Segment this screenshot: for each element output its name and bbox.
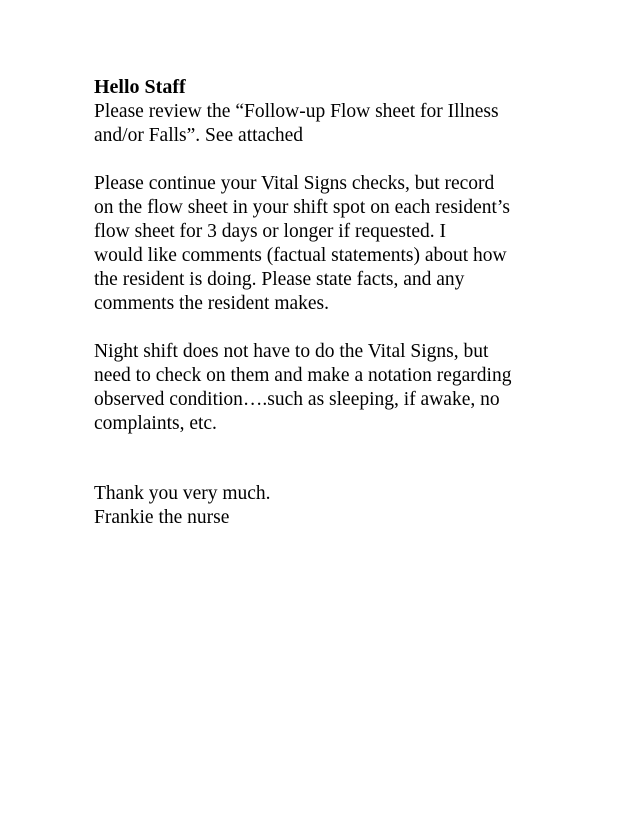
paragraph-spacer xyxy=(94,148,564,172)
paragraph-spacer xyxy=(94,316,564,340)
letter-greeting: Hello Staff xyxy=(94,76,186,98)
letter-body xyxy=(94,74,564,530)
letter-paragraph-vital-signs: Please continue your Vital Signs checks, but record on the flow sheet in your shift spot on each resident’s flow sheet for 3 days or longer if requested. I would like comments (factual statements) about how the resident is doing. Please state facts, and any comments the resident makes. xyxy=(94,173,510,314)
paragraph-spacer xyxy=(94,436,564,482)
letter-closing: Thank you very much. xyxy=(94,483,271,504)
letter-signature: Frankie the nurse xyxy=(94,507,230,528)
letter-paragraph-night-shift: Night shift does not have to do the Vital Signs, but need to check on them and make a notation regarding observed condition….such as sleeping, if awake, no complaints, etc. xyxy=(94,341,512,434)
letter-paragraph-review: Please review the “Follow-up Flow sheet for Illness and/or Falls”. See attached xyxy=(94,101,499,146)
